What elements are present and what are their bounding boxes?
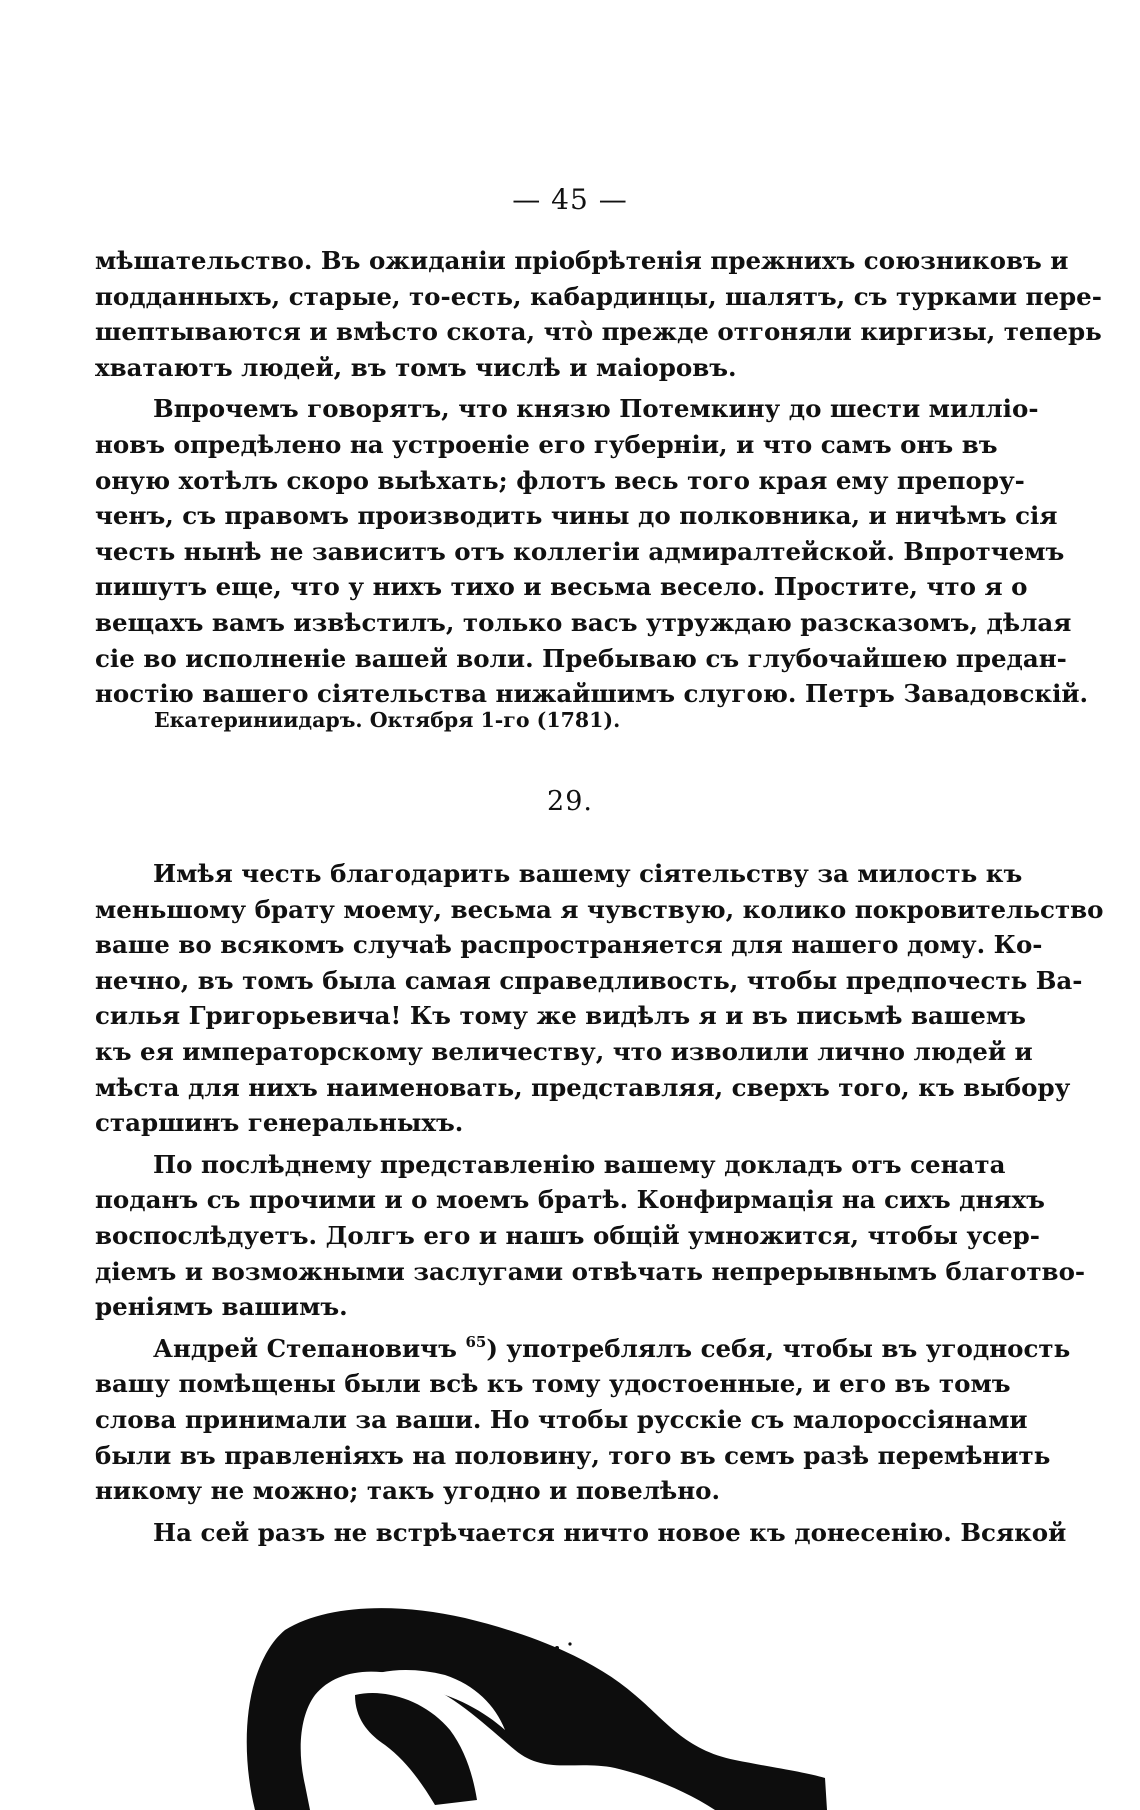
text-line: хватаютъ людей, въ томъ числѣ и маіоровъ. <box>95 352 737 382</box>
text-line: никому не можно; такъ угодно и повелѣно. <box>95 1476 721 1506</box>
text-line: меньшому брату моему, весьма я чувствую, колико покровительство <box>95 894 1104 924</box>
text-line: къ ея императорскому величеству, что изволили лично людей и <box>95 1036 1033 1066</box>
text-fragment: ) употреблялъ себя, чтобы въ угодность <box>486 1333 1071 1363</box>
text-line: діемъ и возможными заслугами отвѣчать непрерывнымъ благотво- <box>95 1256 1086 1286</box>
text-line: новъ опредѣлено на устроеніе его губерніи, и что самъ онъ въ <box>95 429 998 459</box>
text-line: сіе во исполненіе вашей воли. Пребываю съ глубочайшею предан- <box>95 643 1067 673</box>
page-number: — 45 — <box>512 183 628 216</box>
text-line: шептываются и вмѣсто скота, что̀ прежде отгоняли киргизы, теперь <box>95 317 1102 347</box>
text-line: честь нынѣ не зависитъ отъ коллегіи адмиралтейской. Впротчемъ <box>95 536 1065 566</box>
text-line: мѣста для нихъ наименовать, представляя, сверхъ того, къ выбору <box>95 1072 1071 1102</box>
text-line: нечно, въ томъ была самая справедливость, чтобы предпочесть Ва- <box>95 965 1083 995</box>
text-line: ченъ, съ правомъ производить чины до полковника, и ничѣмъ сія <box>95 501 1058 531</box>
text-line: вещахъ вамъ извѣстилъ, только васъ утруждаю разсказомъ, дѣлая <box>95 607 1072 637</box>
letter-number: 29. <box>547 786 593 817</box>
text-line: На сей разъ не встрѣчается ничто новое къ донесенію. Всякой <box>153 1517 1067 1547</box>
text-line: поданъ съ прочими и о моемъ братѣ. Конфирмація на сихъ дняхъ <box>95 1185 1045 1215</box>
text-line: воспослѣдуетъ. Долгъ его и нашъ общій умножится, чтобы усер- <box>95 1220 1040 1250</box>
text-line: Имѣя честь благодарить вашему сіятельству за милость къ <box>153 859 1023 888</box>
text-line: подданныхъ, старые, то-есть, кабардинцы, шалятъ, съ турками пере- <box>95 281 1102 311</box>
text-line: По послѣднему представленію вашему докладъ отъ сената <box>153 1149 1006 1179</box>
text-fragment: Андрей Степановичъ <box>153 1333 466 1363</box>
text-line: реніямъ вашимъ. <box>95 1292 348 1322</box>
text-line: силья Григорьевича! Къ тому же видѣлъ я и въ письмѣ вашемъ <box>95 1001 1026 1031</box>
text-line: были въ правленіяхъ на половину, того въ семъ разѣ перемѣнить <box>95 1440 1051 1470</box>
section-one-text <box>95 243 1102 712</box>
text-line: старшинъ генеральныхъ. <box>95 1108 464 1138</box>
footnote-marker: 65 <box>465 1332 487 1351</box>
text-line: мѣшательство. Въ ожиданіи пріобрѣтенія прежнихъ союзниковъ и <box>95 246 1069 275</box>
text-line: вашу помѣщены были всѣ къ тому удостоенные, и его въ томъ <box>95 1369 1011 1399</box>
text-line: Впрочемъ говорятъ, что князю Потемкину до шести милліо- <box>153 394 1039 424</box>
text-line: ваше во всякомъ случаѣ распространяется для нашего дому. Ко- <box>95 930 1043 960</box>
text-line: пишутъ еще, что у нихъ тихо и весьма весело. Простите, что я о <box>95 572 1028 602</box>
text-line: слова принимали за ваши. Но чтобы русскіе съ малороссіянами <box>95 1404 1028 1434</box>
scan-ink-blot <box>215 1600 835 1810</box>
place-date-line: Екатериниидаръ. Октября 1-го (1781). <box>154 708 621 732</box>
section-two-text <box>95 856 1104 1550</box>
text-line-with-footnote <box>95 1331 1071 1367</box>
text-line: оную хотѣлъ скоро выѣхать; флотъ весь того края ему препору- <box>95 465 1025 495</box>
text-line: ностію вашего сіятельства нижайшимъ слугою. Петръ Завадовскій. <box>95 679 1089 709</box>
